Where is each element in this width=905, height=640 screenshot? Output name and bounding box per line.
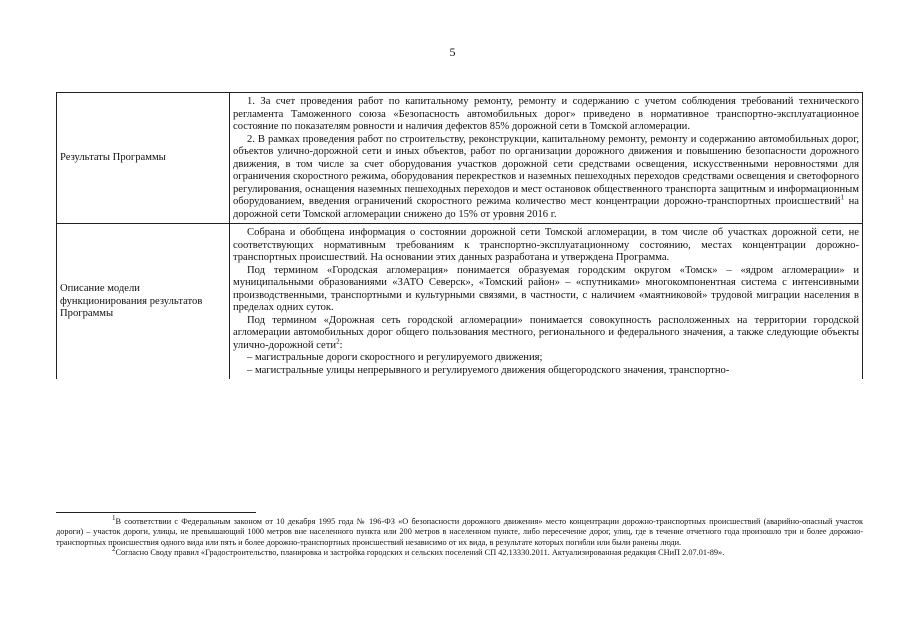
model-paragraph-3 [233, 315, 859, 353]
program-table [56, 92, 863, 379]
table-row-results [57, 93, 863, 224]
footnote-2 [56, 545, 863, 558]
footnote-divider [56, 512, 256, 513]
results-paragraph-1: 1. За счет проведения работ по капитальному ремонту, ремонту и содержанию с учетом соблюдения требований технического регламента Таможенного союза «Безопасность автомобильных дорог» приведено в нормативное транспортно-эксплуатационное состояние по показателям ровности и наличия дефектов 85% дорожной сети в Томской агломерации. [233, 96, 859, 132]
footnote-1-text: В соответствии с Федеральным законом от 10 декабря 1995 года № 196-ФЗ «О безопасности дорожного движения» место концентрации дорожно-транспортных происшествий (аварийно-опасный участок дороги) – участок дороги, улицы, не превышающий 1000 метров вне населенного пункта или 200 метров в населенном пункте, либо пересечение дорог, улиц, где в течение отчетного года произошло три и более дорожно-транспортных происшествия одного вида или пять и более дорожно-транспортных происшествий независимо от их вида, в результате которых погибли или были ранены люди. [56, 517, 863, 547]
model-paragraph-1: Собрана и обобщена информация о состоянии дорожной сети Томской агломерации, в том числе об участках дорожной сети, не соответствующих нормативным требованиям к транспортно-эксплуатационному состоянию, местах концентрации дорожно-транспортных происшествий. На основании этих данных разработана и утверждена Программа. [233, 227, 859, 263]
list-item: – магистральные дороги скоростного и регулируемого движения; [247, 352, 543, 363]
row-label-model-description: Описание модели функционирования результатов Программы [57, 224, 230, 380]
results-paragraph-2-tail: на дорожной сети Томской агломерации снижено до 15% от уровня 2016 г. [233, 196, 859, 220]
results-paragraph-2 [233, 134, 859, 222]
footnote-1 [56, 514, 863, 548]
row-content-results [230, 93, 863, 224]
footnote-1-mark: 1 [112, 514, 116, 523]
footnotes [56, 514, 863, 558]
row-label-results: Результаты Программы [57, 93, 230, 224]
list-item: – магистральные улицы непрерывного и регулируемого движения общегородского значения, транспортно- [247, 364, 730, 376]
page-number: 5 [449, 45, 456, 59]
footnote-2-mark: 2 [112, 545, 116, 554]
table-row-model-description [57, 224, 863, 380]
footnote-ref-2[interactable]: 2 [336, 336, 340, 345]
row-content-model-description [230, 224, 863, 380]
model-paragraph-3-text: Под термином «Дорожная сеть городской агломерации» понимается совокупность расположенных на территории городской агломерации автомобильных дорог общего пользования местного, регионального и федерального значения, а также следующие объекты улично-дорожной сети [233, 314, 859, 351]
footnote-ref-1[interactable]: 1 [840, 193, 845, 202]
model-paragraph-3-tail: : [339, 339, 343, 351]
results-paragraph-2-text: 2. В рамках проведения работ по строительству, реконструкции, капитальному ремонту, ремонту и содержанию автомобильных дорог, объектов улично-дорожной сети и иных объектов, работ по организации дорожного движения и повышению безопасности дорожного движения, в том числе за счет оборудования участков дорожной сети средствами освещения, искусственными неровностями для ограничения скоростного режима, оборудования перекрестков и наземных пешеходных переходов средствами освещения и светофорного регулирования, оснащения наземных пешеходных переходов и мест остановок общественного транспорта защитным и информационным оборудованием, введения ограничений скоростного режима количество мест концентрации дорожно-транспортных происшествий [233, 133, 859, 207]
model-paragraph-2: Под термином «Городская агломерация» понимается образуемая городским округом «Томск» – «ядром агломерации» и муниципальными образованиями «ЗАТО Северск», «Томский район» – «спутниками» многокомпонентная система с интенсивными производственными, транспортными и культурными связями, в частности, с наличием «маятниковой» трудовой миграции населения в пределах одних суток. [233, 264, 859, 313]
footnote-2-text: Согласно Своду правил «Градостроительство, планировка и застройка городских и сельских поселений СП 42.13330.2011. Актуализированная редакция СНиП 2.07.01-89». [115, 547, 725, 557]
